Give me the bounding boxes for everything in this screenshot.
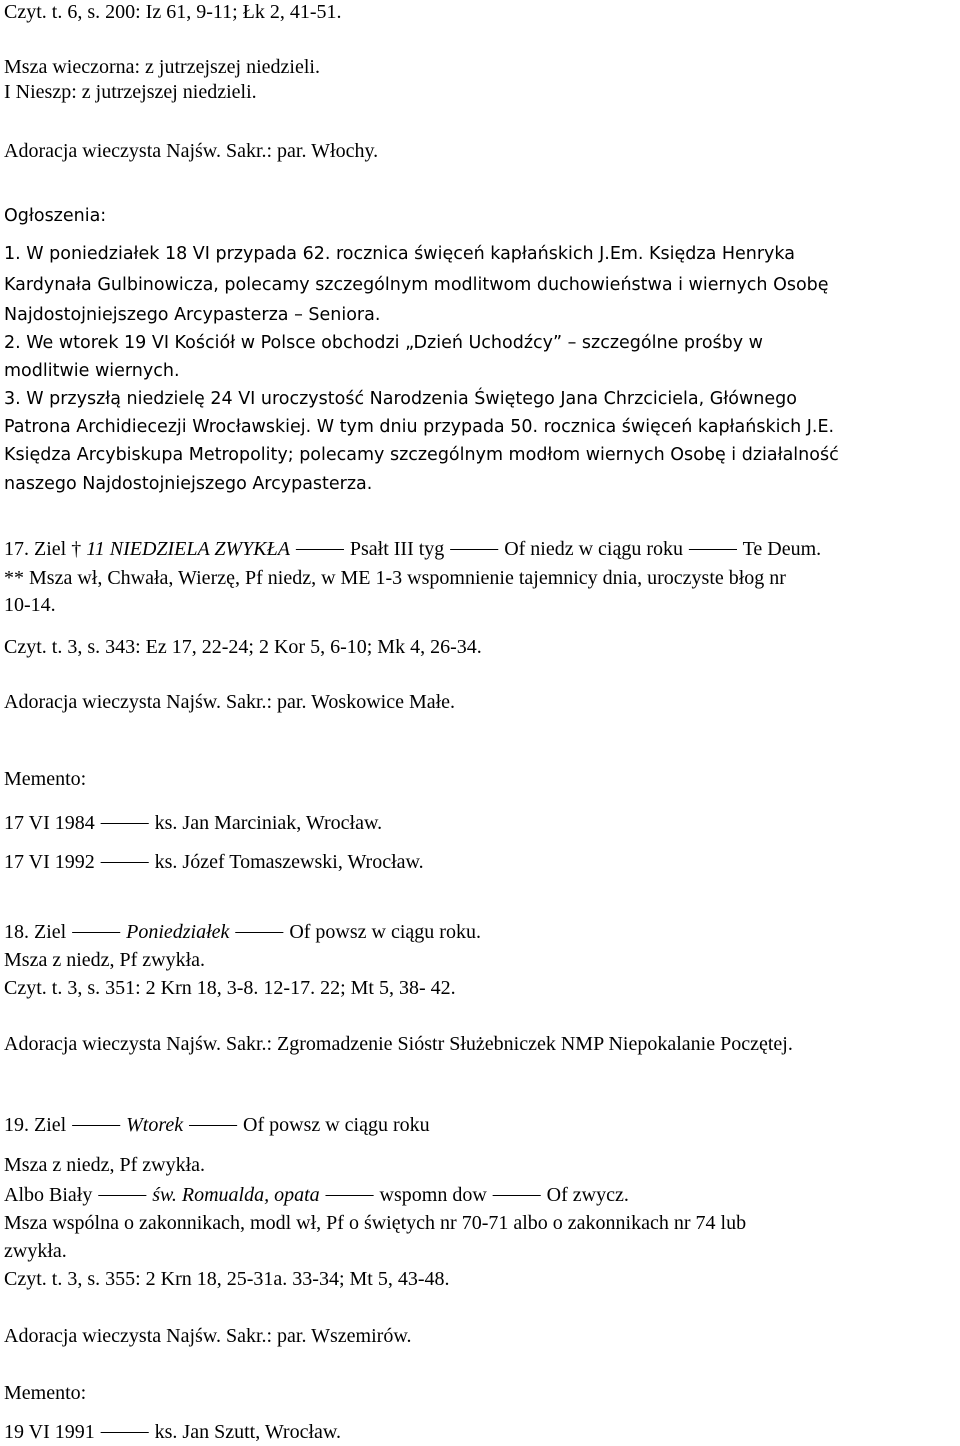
day-19-feast: Wtorek (126, 1114, 184, 1136)
memento-entry-1: 17 VI 1984 ⸻ ks. Jan Marciniak, Wrocław. (4, 812, 383, 834)
announcement-1-line-3: Najdostojniejszego Arcypasterza – Seniora. (4, 305, 381, 325)
day-19-saint: św. Romualda, opata (152, 1184, 320, 1206)
day-17-header: 17. Ziel † 11 NIEDZIELA ZWYKŁA ⸻ Psałt III tyg ⸻ Of niedz w ciągu roku ⸻ Te Deum. (4, 538, 822, 560)
day-18-adoration: Adoracja wieczysta Najśw. Sakr.: Zgromadzenie Sióstr Służebniczek NMP Niepokalanie Poczętej. (4, 1033, 793, 1055)
adoration-line: Adoracja wieczysta Najśw. Sakr.: par. Włochy. (4, 140, 379, 162)
day-17-adoration: Adoracja wieczysta Najśw. Sakr.: par. Woskowice Małe. (4, 691, 456, 713)
memento-heading-1: Memento: (4, 768, 87, 790)
day-17-mass-line-1: ** Msza wł, Chwała, Wierzę, Pf niedz, w ME 1-3 wspomnienie tajemnicy dnia, uroczyste błog nr (4, 567, 786, 589)
day-19-mass: Msza z niedz, Pf zwykła. (4, 1154, 206, 1176)
announcement-3-line-3: Księdza Arcybiskupa Metropolity; polecamy szczególnym modłom wiernych Osobę i działalność (4, 445, 839, 465)
memento-heading-2: Memento: (4, 1382, 87, 1404)
announcement-3-line-2: Patrona Archidiecezji Wrocławskiej. W tym dniu przypada 50. rocznica święceń kapłańskich J.E. (4, 417, 835, 437)
announcement-3-line-4: naszego Najdostojniejszego Arcypasterza. (4, 474, 373, 494)
day-18-header: 18. Ziel ⸻ Poniedziałek ⸻ Of powsz w ciągu roku. (4, 921, 481, 943)
announcement-2-line-1: 2. We wtorek 19 VI Kościół w Polsce obchodzi „Dzień Uchodźcy” – szczególne prośby w (4, 333, 763, 353)
day-17-feast: 11 NIEDZIELA ZWYKŁA (86, 538, 290, 560)
day-18-feast: Poniedziałek (126, 921, 230, 943)
day-18-mass: Msza z niedz, Pf zwykła. (4, 949, 206, 971)
readings-line: Czyt. t. 6, s. 200: Iz 61, 9-11; Łk 2, 41-51. (4, 1, 342, 23)
day-17-readings: Czyt. t. 3, s. 343: Ez 17, 22-24; 2 Kor 5, 6-10; Mk 4, 26-34. (4, 636, 482, 658)
day-19-common-mass-line-1: Msza wspólna o zakonnikach, modl wł, Pf o świętych nr 70-71 albo o zakonnikach nr 74 lub (4, 1212, 747, 1234)
memento-entry-2: 17 VI 1992 ⸻ ks. Józef Tomaszewski, Wrocław. (4, 851, 424, 873)
announcements-heading: Ogłoszenia: (4, 206, 107, 226)
day-19-common-mass-line-2: zwykła. (4, 1240, 67, 1262)
day-19-option-line: Albo Biały ⸻ św. Romualda, opata ⸻ wspomn dow ⸻ Of zwycz. (4, 1184, 629, 1206)
day-19-header: 19. Ziel ⸻ Wtorek ⸻ Of powsz w ciągu roku (4, 1114, 430, 1136)
day-19-readings: Czyt. t. 3, s. 355: 2 Krn 18, 25-31a. 33-34; Mt 5, 43-48. (4, 1268, 450, 1290)
evening-mass-line: Msza wieczorna: z jutrzejszej niedzieli. (4, 56, 320, 78)
memento-entry-3: 19 VI 1991 ⸻ ks. Jan Szutt, Wrocław. (4, 1421, 342, 1443)
announcement-3-line-1: 3. W przyszłą niedzielę 24 VI uroczystość Narodzenia Świętego Jana Chrzciciela, Głównego (4, 389, 797, 409)
announcement-2-line-2: modlitwie wiernych. (4, 361, 180, 381)
announcement-1-line-2: Kardynała Gulbinowicza, polecamy szczególnym modlitwom duchowieństwa i wiernych Osobę (4, 275, 829, 295)
day-17-mass-line-2: 10-14. (4, 594, 56, 616)
day-19-adoration: Adoracja wieczysta Najśw. Sakr.: par. Wszemirów. (4, 1325, 412, 1347)
announcement-1-line-1: 1. W poniedziałek 18 VI przypada 62. rocznica święceń kapłańskich J.Em. Księdza Henryka (4, 244, 795, 264)
day-18-readings: Czyt. t. 3, s. 351: 2 Krn 18, 3-8. 12-17. 22; Mt 5, 38- 42. (4, 977, 456, 999)
vespers-line: I Nieszp: z jutrzejszej niedzieli. (4, 81, 257, 103)
